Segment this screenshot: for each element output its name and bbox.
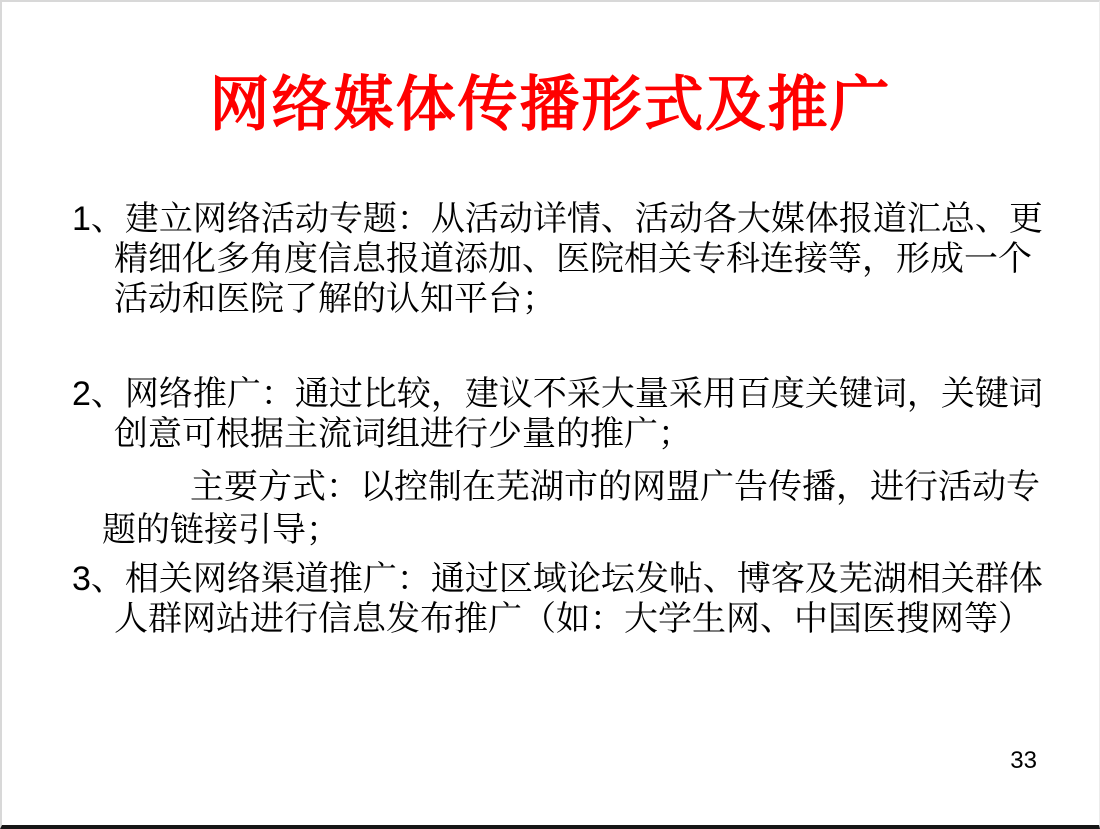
paragraph-3 [72,559,1064,639]
paragraph-3-line-1: 3、相关网络渠道推广：通过区域论坛发帖、博客及芜湖相关群体 [72,560,1043,598]
slide-title: 网络媒体传播形式及推广 [209,71,892,138]
paragraph-1 [72,199,1064,319]
paragraph-2-line-2: 创意可根据主流词组进行少量的推广； [114,415,692,453]
paragraph-2-sub-line-1: 主要方式：以控制在芜湖市的网盟广告传播，进行活动专 [190,468,1040,506]
paragraph-2-sub [72,466,1064,552]
paragraph-2 [72,374,1064,454]
paragraph-1-line-2: 精细化多角度信息报道添加、医院相关专科连接等，形成一个 [114,240,1032,278]
paragraph-2-line-1: 2、网络推广：通过比较，建议不采大量采用百度关键词，关键词 [72,375,1043,413]
page-number: 33 [1010,747,1037,774]
slide-body [72,199,1064,639]
paragraph-1-line-3: 活动和医院了解的认知平台； [114,280,556,318]
paragraph-1-line-1: 1、建立网络活动专题：从活动详情、活动各大媒体报道汇总、更 [72,200,1043,238]
paragraph-3-line-2: 人群网站进行信息发布推广（如：大学生网、中国医搜网等） [114,600,1032,638]
paragraph-2-sub-line-2: 题的链接引导； [102,511,340,549]
